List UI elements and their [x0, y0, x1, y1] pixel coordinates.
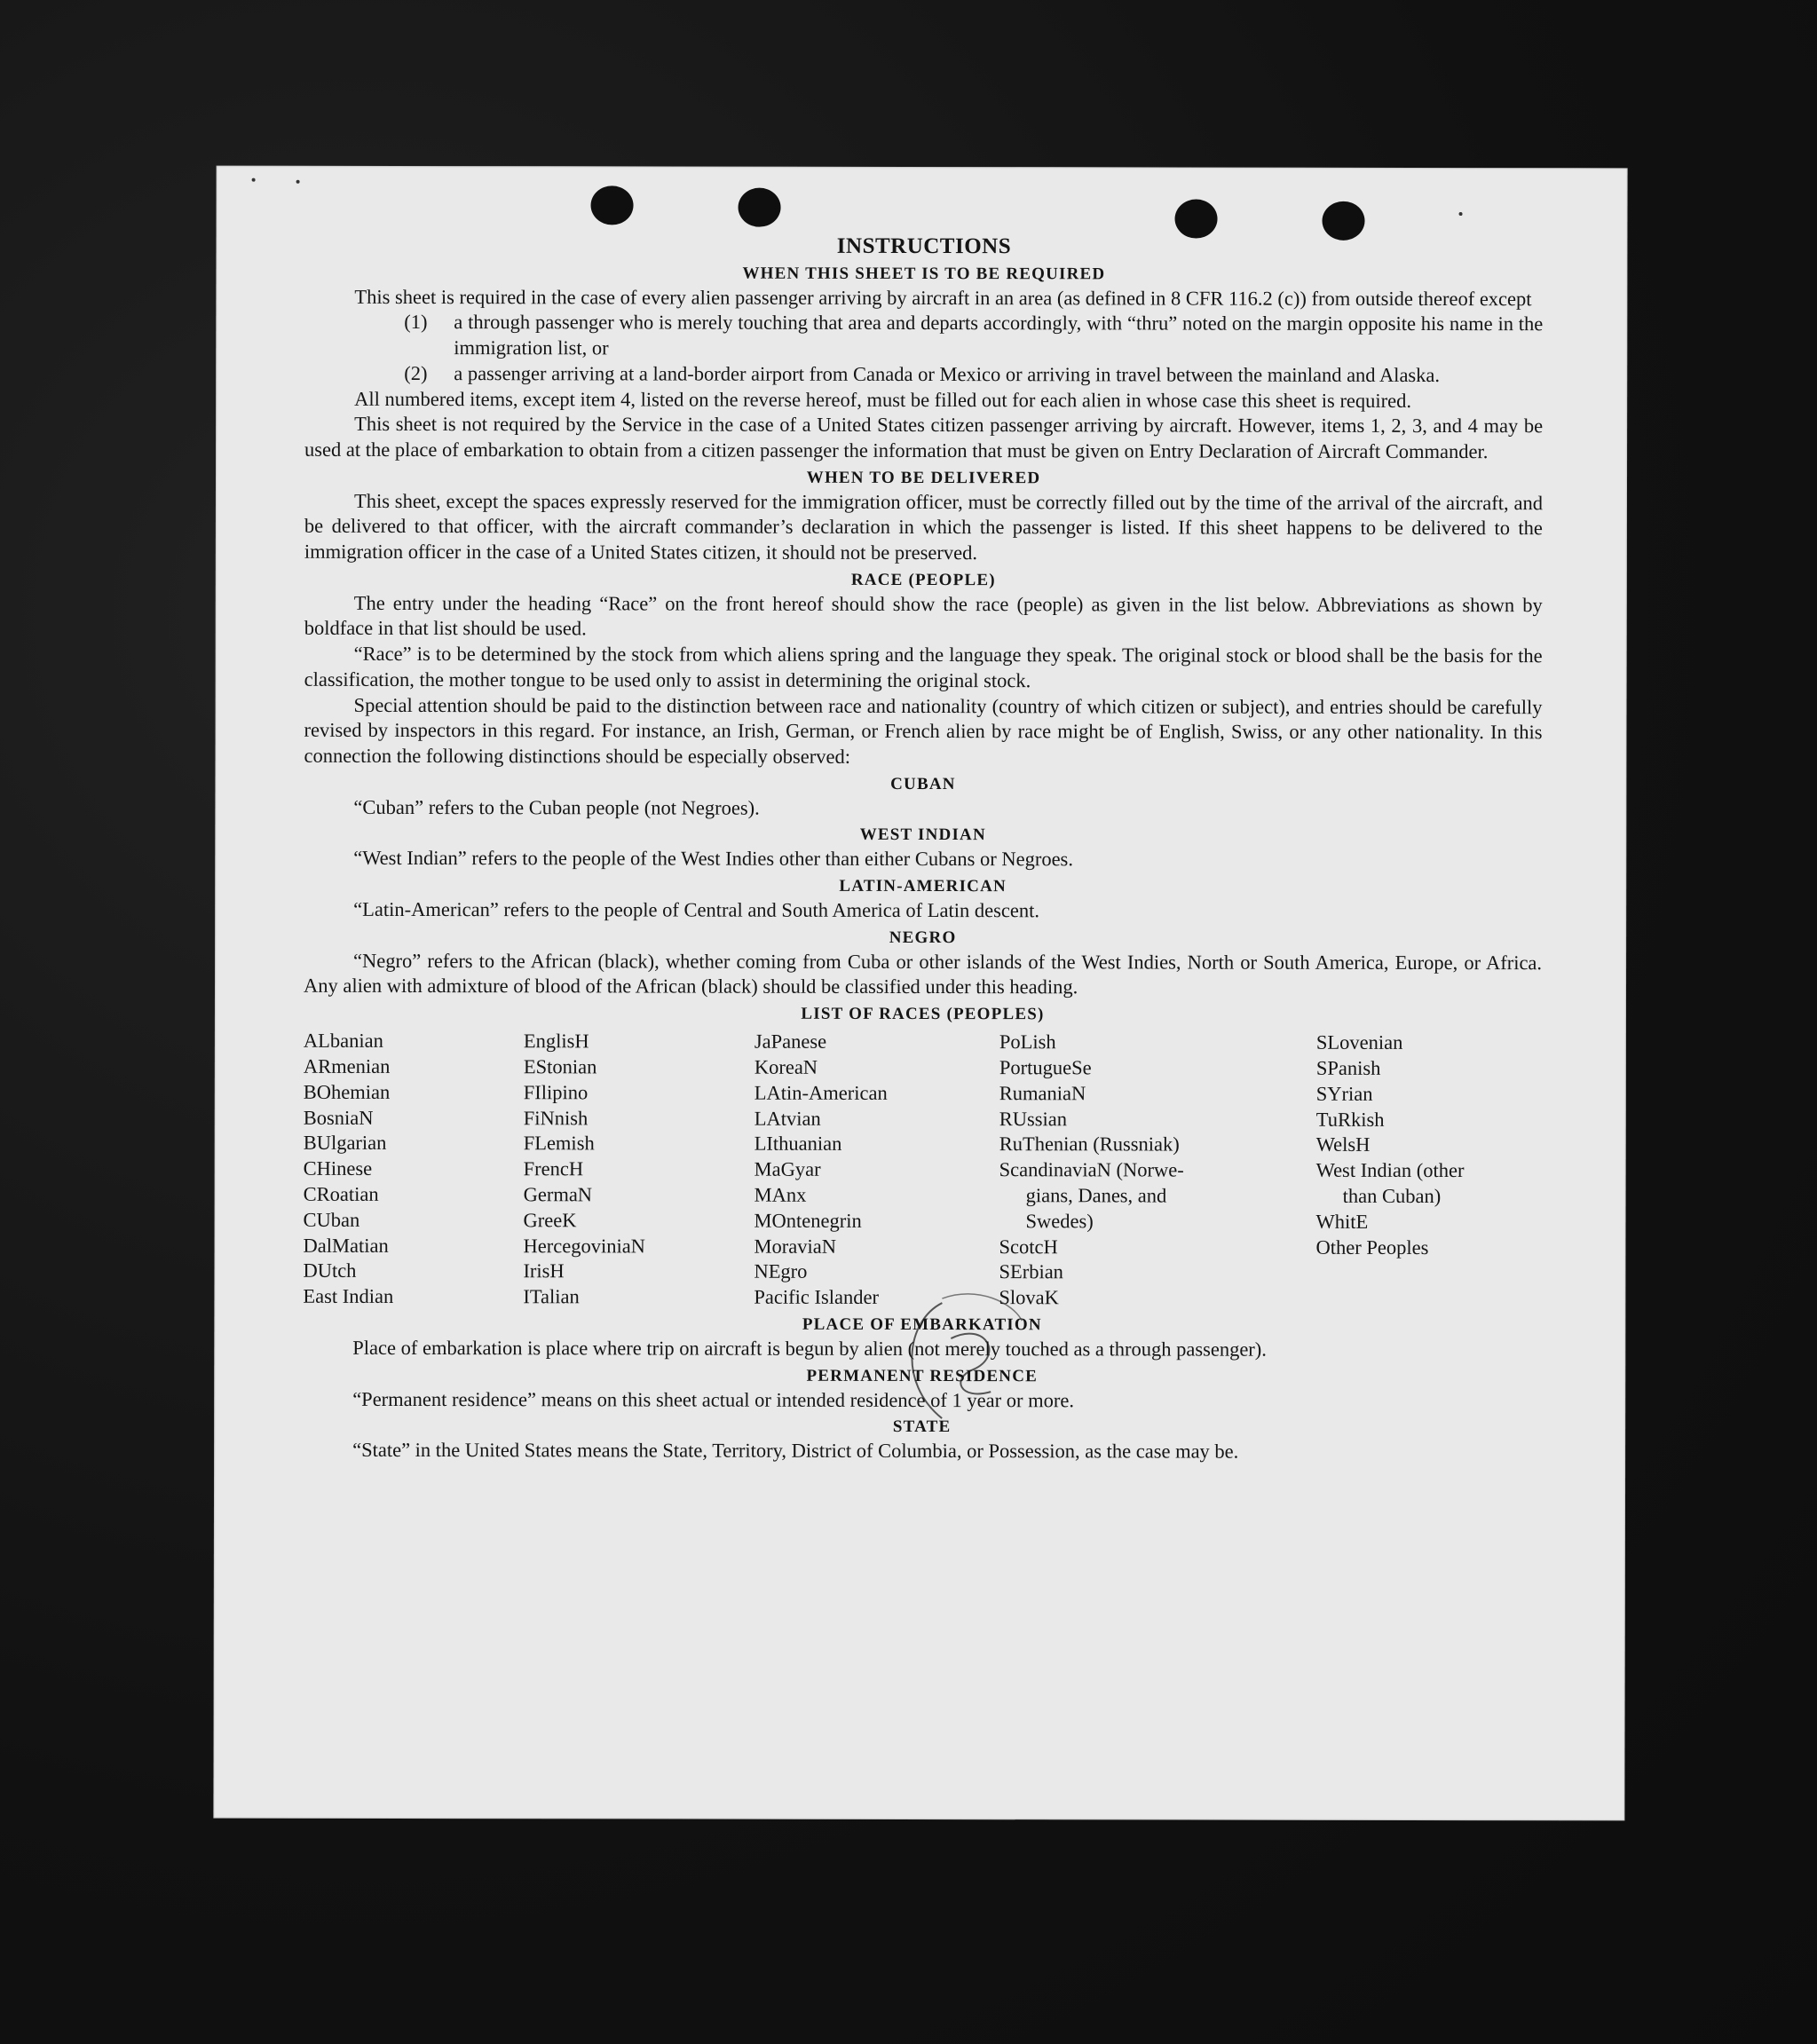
race-entry: West Indian (other	[1315, 1158, 1465, 1182]
race-entry: CHinese	[303, 1156, 373, 1180]
paragraph: All numbered items, except item 4, listed on the reverse hereof, must be filled out for each alien in whose case this sheet is required.	[354, 387, 1412, 412]
instruction-sheet	[213, 166, 1627, 1821]
paragraph: The entry under the heading “Race” on the front hereof should show the race (people) as given in the list below. Abbreviations as shown by boldface in that list should be used.	[304, 591, 1543, 640]
race-entry: FIlipino	[523, 1080, 589, 1104]
races-column-1	[303, 1029, 524, 1310]
race-entry: Pacific Islander	[754, 1285, 879, 1309]
exception-item-1	[404, 310, 1543, 363]
race-entry: MoraviaN	[754, 1235, 837, 1258]
race-entry: NEgro	[754, 1260, 808, 1283]
paragraph: “State” in the United States means the State, Territory, District of Columbia, or Possession, as the case may be.	[352, 1439, 1239, 1463]
race-entry: SErbian	[999, 1260, 1063, 1283]
races-column-5	[1315, 1030, 1542, 1312]
item-number: (1)	[404, 311, 428, 334]
race-entry: WhitE	[1315, 1210, 1369, 1233]
races-column-3	[754, 1030, 999, 1311]
race-entry: FrencH	[523, 1157, 584, 1180]
punch-hole-3	[1174, 199, 1217, 238]
race-entry: JaPanese	[754, 1030, 827, 1053]
section-heading-latin-american: LATIN-AMERICAN	[839, 876, 1007, 896]
race-entry: KoreaN	[754, 1055, 818, 1078]
race-entry: ScandinaviaN (Norwe-	[999, 1158, 1184, 1181]
race-entry: EnglisH	[523, 1030, 589, 1053]
races-column-4	[999, 1030, 1316, 1311]
race-entry: MAnx	[754, 1183, 807, 1206]
race-entry: MaGyar	[754, 1157, 821, 1180]
exception-item-2	[404, 361, 1543, 389]
race-entry: DalMatian	[303, 1234, 389, 1257]
section-heading-embarkation: PLACE OF EMBARKATION	[802, 1314, 1042, 1335]
race-entry: WelsH	[1315, 1133, 1371, 1156]
race-entry-continuation: than Cuban)	[1342, 1184, 1442, 1207]
paragraph: This sheet, except the spaces expressly reserved for the immigration officer, must be correctly filled out by the time of the arrival of the aircraft, and be delivered to that officer, with the aircraft commander’s declaration in which the passenger is listed. If this sheet happens to be delivered to the immigration officer in the case of a United States citizen, it should not be preserved.	[304, 489, 1543, 564]
race-entry: BUlgarian	[303, 1132, 387, 1155]
races-list	[303, 1029, 1542, 1312]
race-entry: HercegoviniaN	[523, 1234, 645, 1258]
race-entry: ScotcH	[999, 1235, 1058, 1258]
race-entry-continuation: Swedes)	[1025, 1209, 1094, 1233]
paragraph: “Latin-American” refers to the people of Central and South America of Latin descent.	[353, 897, 1040, 922]
paragraph: Special attention should be paid to the distinction between race and nationality (country of which citizen or subject), and entries should be carefully revised by inspectors in this regard. For instance, an Irish, German, or French alien by race might be of English, Swiss, or any other nationality. In this connection the following distinctions should be especially observed:	[304, 693, 1543, 768]
race-entry: RUssian	[999, 1107, 1068, 1130]
section-heading-cuban: CUBAN	[890, 774, 956, 793]
races-column-2	[523, 1029, 754, 1310]
item-number: (2)	[404, 361, 428, 384]
paragraph: “Permanent residence” means on this sheet actual or intended residence of 1 year or more.	[352, 1387, 1075, 1411]
race-entry: ARmenian	[303, 1054, 391, 1077]
race-entry-continuation: gians, Danes, and	[1025, 1184, 1167, 1207]
race-entry: CUban	[303, 1208, 360, 1231]
section-heading-race: RACE (PEOPLE)	[850, 570, 996, 589]
race-entry: SPanish	[1315, 1056, 1381, 1079]
race-entry: ALbanian	[303, 1029, 383, 1053]
speck	[1459, 212, 1463, 216]
item-text: a through passenger who is merely touching that area and departs accordingly, with “thru” noted on the margin opposite his name in the immigration list, or	[454, 311, 1544, 359]
race-entry: LAtvian	[754, 1107, 821, 1130]
race-entry: LAtin-American	[754, 1081, 888, 1104]
race-entry: FLemish	[523, 1132, 595, 1155]
race-entry: RumaniaN	[999, 1081, 1086, 1105]
race-entry: SLovenian	[1315, 1030, 1403, 1054]
section-heading-state: STATE	[892, 1417, 952, 1437]
paragraph: Place of embarkation is place where trip on aircraft is begun by alien (not merely touched as a through passenger).	[352, 1336, 1267, 1361]
paragraph: This sheet is not required by the Service in the case of a United States citizen passenger arriving by aircraft. However, items 1, 2, 3, and 4 may be used at the place of embarkation to obtain from a citizen passenger the information that must be given on Entry Declaration of Aircraft Commander.	[304, 413, 1544, 463]
speck	[252, 178, 256, 182]
punch-hole-1	[591, 185, 634, 225]
race-entry: CRoatian	[303, 1182, 379, 1205]
race-entry: DUtch	[303, 1259, 357, 1282]
race-entry: SYrian	[1315, 1082, 1373, 1105]
race-entry: IrisH	[523, 1259, 565, 1282]
race-entry-west-indian	[1316, 1158, 1542, 1210]
speck	[296, 180, 300, 184]
race-entry: RuThenian (Russniak)	[999, 1132, 1180, 1156]
race-entry: LIthuanian	[754, 1132, 842, 1156]
punch-hole-2	[739, 188, 781, 227]
race-entry: GreeK	[523, 1208, 577, 1232]
paragraph: “Cuban” refers to the Cuban people (not Negroes).	[353, 795, 760, 819]
race-entry: ITalian	[523, 1285, 580, 1308]
page-title: INSTRUCTIONS	[836, 233, 1012, 259]
race-entry: FiNnish	[523, 1106, 589, 1129]
race-entry: PortugueSe	[999, 1056, 1092, 1079]
race-entry: GermaN	[523, 1183, 593, 1206]
item-text: a passenger arriving at a land-border airport from Canada or Mexico or arriving in travel between the mainland and Alaska.	[454, 361, 1441, 386]
paragraph: “Race” is to be determined by the stock from which aliens spring and the language they speak. The original stock or blood shall be the basis for the classification, the mother tongue to be used only to assist in determining the original stock.	[304, 643, 1543, 692]
race-entry: SlovaK	[999, 1286, 1059, 1309]
section-heading-list-of-races: LIST OF RACES (PEOPLES)	[801, 1004, 1045, 1024]
section-heading-west-indian: WEST INDIAN	[859, 825, 986, 845]
section-heading-required: WHEN THIS SHEET IS TO BE REQUIRED	[742, 264, 1106, 284]
section-heading-negro: NEGRO	[889, 927, 957, 947]
instructions-text	[303, 233, 1543, 1465]
race-entry: EStonian	[523, 1055, 597, 1078]
race-entry: East Indian	[303, 1284, 394, 1308]
paragraph: This sheet is required in the case of every alien passenger arriving by aircraft in an area (as defined in 8 CFR 116.2 (c)) from outside thereof except	[354, 285, 1532, 310]
race-entry: MOntenegrin	[754, 1209, 862, 1232]
section-heading-delivered: WHEN TO BE DELIVERED	[806, 468, 1041, 487]
race-entry: TuRkish	[1315, 1108, 1385, 1131]
race-entry-scandinavian	[999, 1157, 1316, 1235]
race-entry: BOhemian	[303, 1080, 391, 1103]
race-entry: Other Peoples	[1315, 1235, 1429, 1259]
race-entry: PoLish	[999, 1030, 1056, 1054]
section-heading-residence: PERMANENT RESIDENCE	[806, 1366, 1039, 1385]
race-entry: BosniaN	[303, 1106, 374, 1129]
paragraph: “Negro” refers to the African (black), whether coming from Cuba or other islands of the West Indies, North or South America, Europe, or Africa. Any alien with admixture of blood of the African (black) should be classified under this heading.	[303, 949, 1543, 998]
paragraph: “West Indian” refers to the people of the West Indies other than either Cubans or Negroes.	[353, 847, 1073, 871]
